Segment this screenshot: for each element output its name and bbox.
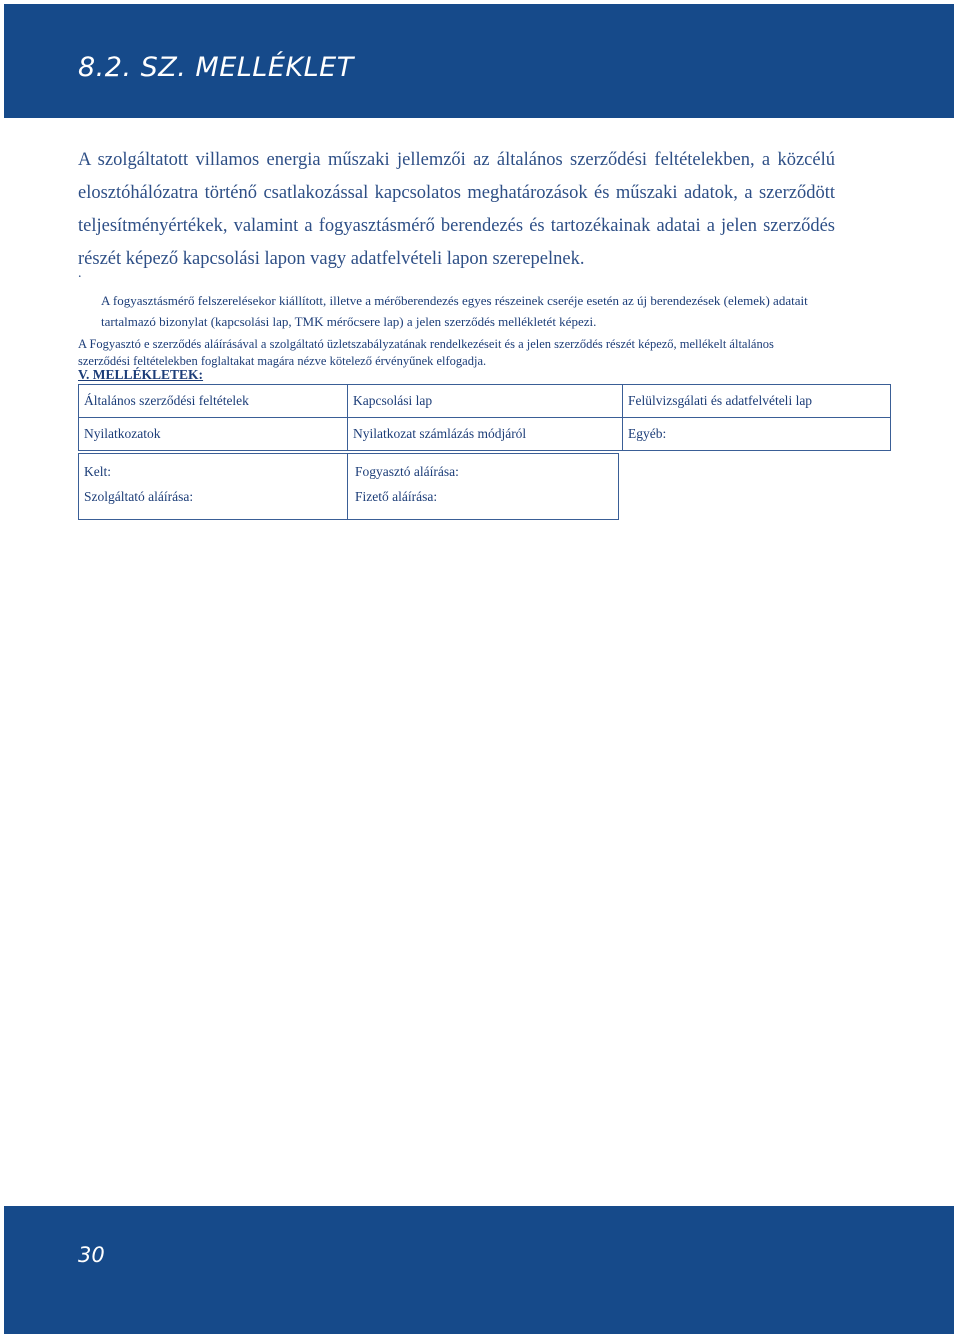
signature-divider bbox=[347, 454, 348, 519]
table-row bbox=[79, 385, 891, 418]
page-title: 8.2. SZ. MELLÉKLET bbox=[78, 52, 354, 83]
acceptance-paragraph: A Fogyasztó e szerződés aláírásával a szolgáltató üzletszabályzatának rendelkezéseit és a jelen szerződés részét képező, mellékelt általános szerződési feltételekben foglaltakat magára nézve kötelező érvényűnek elfogadja. bbox=[78, 337, 774, 368]
page-number: 30 bbox=[78, 1243, 105, 1267]
signature-box bbox=[78, 453, 619, 520]
annex-cell-billing-declaration: Nyilatkozat számlázás módjáról bbox=[348, 418, 623, 451]
payer-signature-label: Fizető aláírása: bbox=[355, 489, 438, 504]
annex-cell-declarations: Nyilatkozatok bbox=[79, 418, 348, 451]
meter-paragraph: A fogyasztásmérő felszerelésekor kiállított, illetve a mérőberendezés egyes részeinek cseréje esetén az új berendezések (elemek) adatait tartalmazó bizonylat (kapcsolási lap, TMK mérőcsere lap) a jelen szerződés mellékletét képezi. bbox=[101, 293, 808, 329]
bullet-dot: . bbox=[78, 266, 82, 281]
annex-heading: V. MELLÉKLETEK: bbox=[78, 367, 204, 382]
footer-band bbox=[4, 1206, 954, 1334]
provider-signature-label: Szolgáltató aláírása: bbox=[84, 489, 194, 504]
table-row bbox=[79, 418, 891, 451]
intro-paragraph: A szolgáltatott villamos energia műszaki jellemzői az általános szerződési feltételekben, a közcélú elosztóhálózatra történő csatlakozással kapcsolatos meghatározások és műszaki adatok, a szerződött teljesítményértékek, valamint a fogyasztásmérő berendezés és tartozékainak adatai a jelen szerződés részét képező kapcsolási lapon vagy adatfelvételi lapon szerepelnek. bbox=[78, 150, 835, 269]
annex-cell-general-terms: Általános szerződési feltételek bbox=[79, 385, 348, 418]
consumer-signature-label: Fogyasztó aláírása: bbox=[355, 464, 459, 479]
annex-cell-connection-sheet: Kapcsolási lap bbox=[348, 385, 623, 418]
annex-table bbox=[78, 384, 891, 451]
annex-cell-inspection-sheet: Felülvizsgálati és adatfelvételi lap bbox=[623, 385, 891, 418]
annex-cell-other: Egyéb: bbox=[623, 418, 891, 451]
place-date-label: Kelt: bbox=[84, 464, 111, 479]
